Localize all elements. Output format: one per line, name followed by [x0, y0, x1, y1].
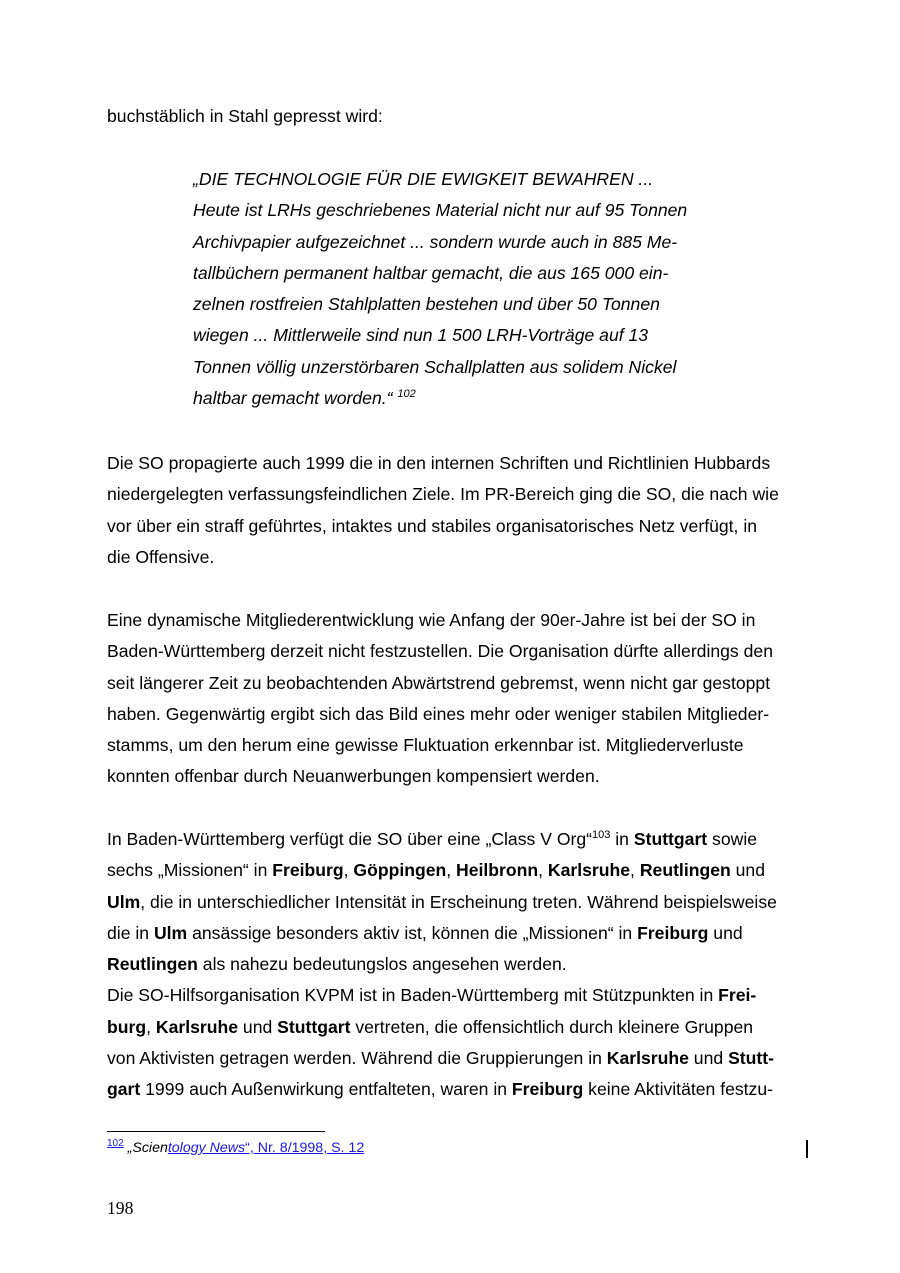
block-quote	[193, 164, 733, 414]
paragraph-line: Die SO-Hilfsorganisation KVPM ist in Baden-Württemberg mit Stützpunkten in Frei-	[107, 985, 757, 1006]
footnote-102	[107, 1138, 364, 1158]
paragraph-line: die Offensive.	[107, 546, 215, 567]
revision-bar	[806, 1140, 808, 1158]
quote-line: Archivpapier aufgezeichnet ... sondern wurde auch in 885 Me-	[193, 231, 678, 252]
footnote-number-link[interactable]: 102	[107, 1138, 124, 1149]
page-number: 198	[107, 1198, 134, 1218]
paragraph-line: sechs „Missionen“ in Freiburg, Göppingen, Heilbronn, Karlsruhe, Reutlingen und	[107, 860, 765, 881]
paragraph-line: stamms, um den herum eine gewisse Fluktuation erkennbar ist. Mitgliederverluste	[107, 735, 744, 756]
quote-line: wiegen ... Mittlerweile sind nun 1 500 LRH-Vorträge auf 13	[193, 325, 649, 346]
paragraph-line: konnten offenbar durch Neuanwerbungen kompensiert werden.	[107, 766, 600, 787]
footnote-source-link[interactable]: tology News	[167, 1140, 246, 1156]
paragraph-line: niedergelegten verfassungsfeindlichen Ziele. Im PR-Bereich ging die SO, die nach wie	[107, 484, 779, 505]
footnote-ref-102[interactable]: 102	[397, 388, 416, 401]
footnote-separator	[107, 1131, 325, 1132]
quote-line-last: haltbar gemacht worden.“ $^{102}$	[193, 388, 416, 409]
paragraph-1	[107, 448, 807, 573]
footnote-citation-link[interactable]: “, Nr. 8/1998, S. 12	[245, 1140, 365, 1156]
paragraph-line: seit längerer Zeit zu beobachtenden Abwärtstrend gebremst, wenn nicht gar gestoppt	[107, 672, 771, 693]
paragraph-line: gart 1999 auch Außenwirkung entfalteten, waren in Freiburg keine Aktivitäten festzu-	[107, 1079, 773, 1100]
paragraph-line: Baden-Württemberg derzeit nicht festzustellen. Die Organisation dürfte allerdings den	[107, 641, 773, 662]
paragraph-3	[107, 824, 807, 1106]
paragraph-line: von Aktivisten getragen werden. Während die Gruppierungen in Karlsruhe und Stutt-	[107, 1048, 774, 1069]
paragraph-line: Reutlingen als nahezu bedeutungslos angesehen werden.	[107, 954, 567, 975]
paragraph-line: In Baden-Württemberg verfügt die SO über eine „Class V Org“$^{103}$ in Stuttgart sowie	[107, 829, 758, 849]
paragraph-line: Ulm, die in unterschiedlicher Intensität in Erscheinung treten. Während beispielsweise	[107, 891, 777, 912]
paragraph-line: Eine dynamische Mitgliederentwicklung wie Anfang der 90er-Jahre ist bei der SO in	[107, 610, 756, 630]
quote-line: tallbüchern permanent haltbar gemacht, die aus 165 000 ein-	[193, 262, 669, 283]
footnote-source-open: „Scien	[123, 1140, 168, 1156]
paragraph-line: burg, Karlsruhe und Stuttgart vertreten, die offensichtlich durch kleinere Gruppen	[107, 1016, 754, 1037]
paragraph-line: vor über ein straff geführtes, intaktes und stabiles organisatorisches Netz verfügt, in	[107, 515, 758, 536]
paragraph-line: die in Ulm ansässige besonders aktiv ist, können die „Missionen“ in Freiburg und	[107, 922, 743, 943]
paragraph-line: Die SO propagierte auch 1999 die in den internen Schriften und Richtlinien Hubbards	[107, 453, 771, 473]
intro-line: buchstäblich in Stahl gepresst wird:	[107, 106, 383, 126]
quote-line: Heute ist LRHs geschriebenes Material nicht nur auf 95 Tonnen	[193, 200, 688, 221]
footnote-ref-103[interactable]: 103	[592, 829, 611, 841]
paragraph-2	[107, 605, 807, 793]
quote-line: Tonnen völlig unzerstörbaren Schallplatten aus solidem Nickel	[193, 356, 677, 377]
quote-line: „DIE TECHNOLOGIE FÜR DIE EWIGKEIT BEWAHREN ...	[193, 169, 654, 189]
quote-line: zelnen rostfreien Stahlplatten bestehen und über 50 Tonnen	[193, 294, 660, 315]
paragraph-line: haben. Gegenwärtig ergibt sich das Bild eines mehr oder weniger stabilen Mitglieder-	[107, 703, 770, 724]
